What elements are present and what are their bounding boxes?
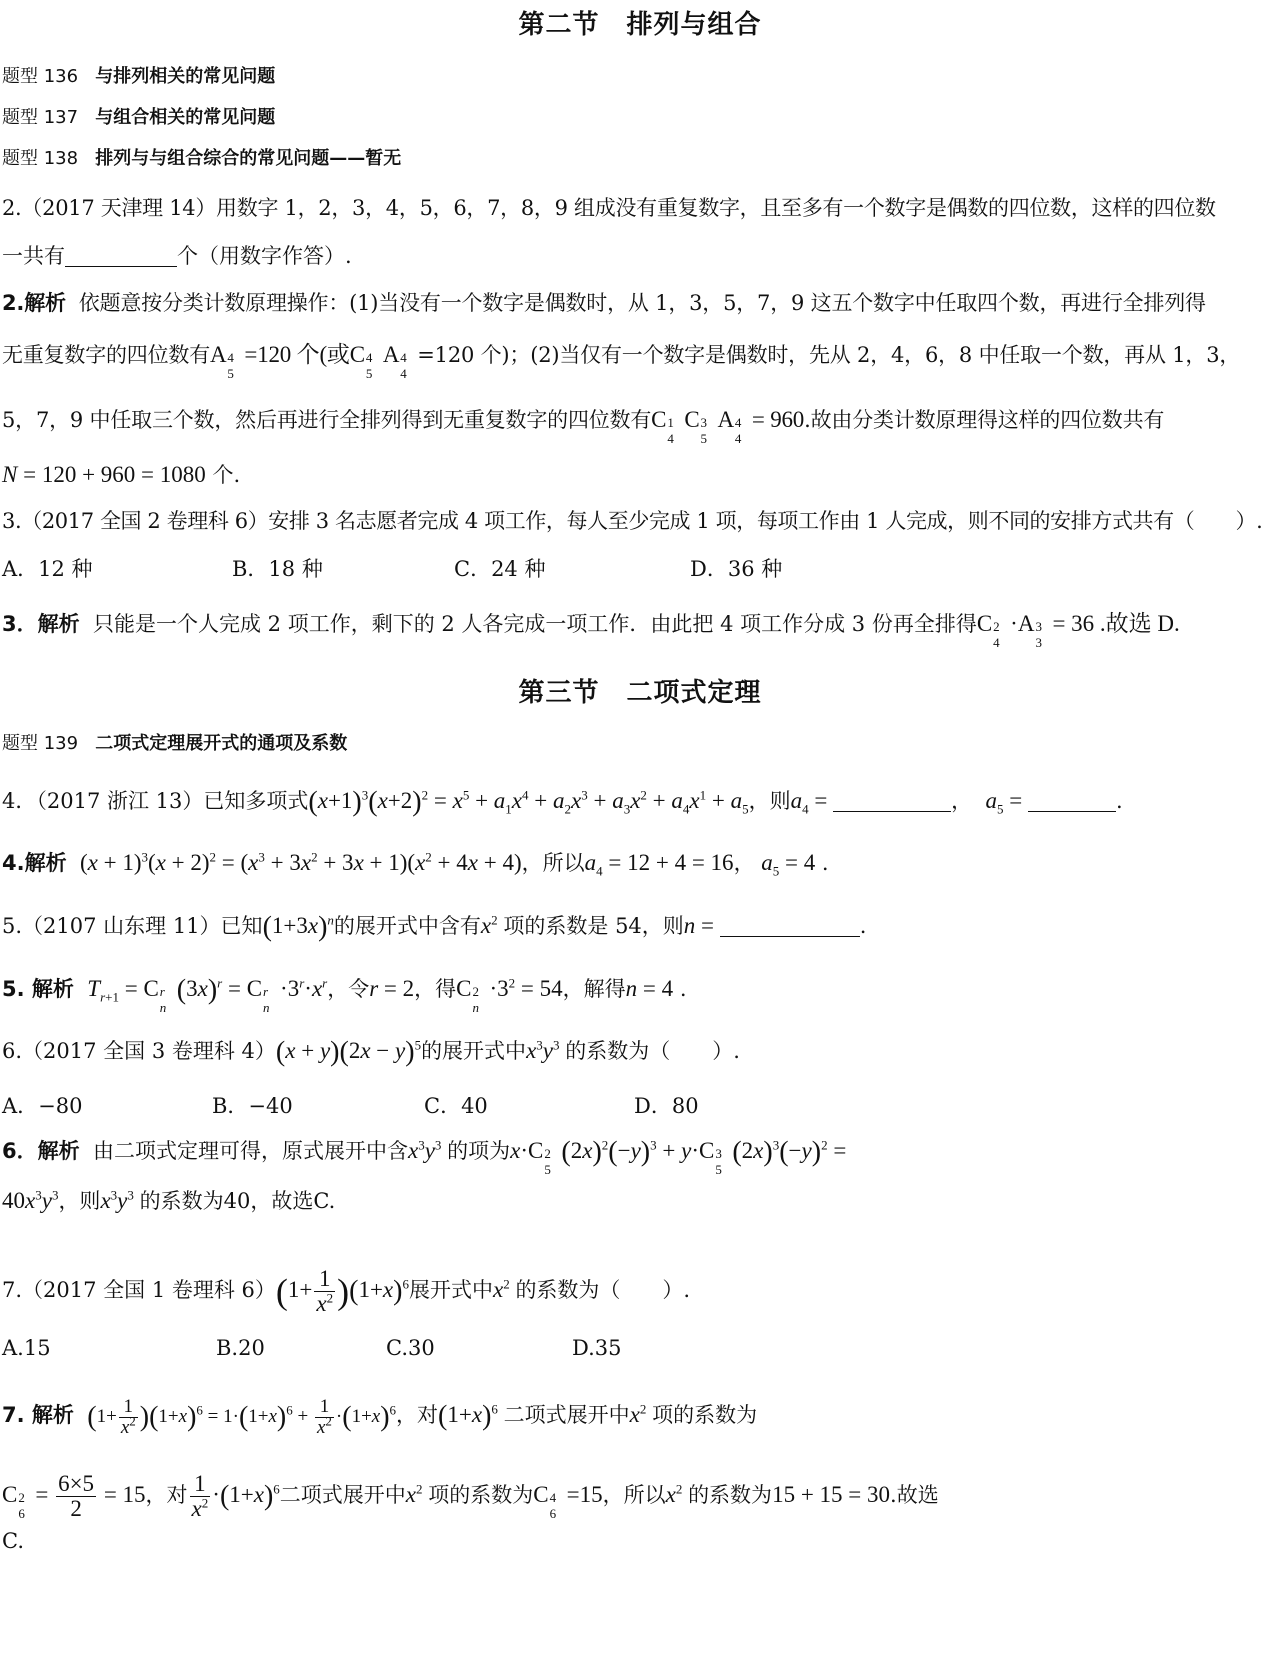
option-d[interactable]: D．36 种 [690, 557, 783, 581]
formula: $T_{r+1} = C$ r n $(3x)^r = C$ r n $\cdot 3^r\cdot x^r$ [87, 974, 328, 1015]
answer-blank-a4 [833, 789, 951, 812]
solution-label: 4.解析 [2, 851, 67, 875]
question-3-options [2, 554, 1002, 584]
formula: (1+ $\frac{1}{x^2}$ )$(1+x)^6$ [275, 1266, 409, 1317]
formula: $(x+1)^3(x+2)^2 = x^5 + a_1x^4 + a_2x^3 + a_3x^2 + a_4x^1 + a_5$ [308, 786, 749, 818]
question-5-stem: 5.（2107 山东理 11）已知$(1+3x)^n$的展开式中含有$x^2$ 项的系数是 54，则n = . [2, 911, 867, 943]
formula: C 4 5 A 4 4 [349, 342, 407, 381]
option-c[interactable]: C．24 种 [454, 557, 546, 581]
solution-2-line1: 2.解析 依题意按分类计数原理操作：(1)当没有一个数字是偶数时，从 1，3，5，7，9 这五个数字中任取四个数，再进行全排列得 [2, 291, 1206, 315]
formula: (1+ $\frac{1}{x^2}$ )$(1+x)^6 = 1\cdot(1+x)^6$ + $\frac{1}{x^2}$ $\cdot(1+x)^6$ [87, 1396, 397, 1439]
question-7-stem: 7.（2017 全国 1 卷理科 6）(1+ $\frac{1}{x^2}$ )$(1+x)^6$展开式中$x^2$ 的系数为（ ）. [2, 1266, 691, 1317]
solution-2-line3: 5，7，9 中任取三个数，然后再进行全排列得到无重复数字的四位数有C 1 4 C 3 5 A 4 4 = 960.故由分类计数原理得这样的四位数共有 [2, 407, 1165, 446]
topic-138 [2, 144, 1272, 174]
question-3-stem: 3.（2017 全国 2 卷理科 6）安排 3 名志愿者完成 4 项工作，每人至少完成 1 项，每项工作由 1 人完成，则不同的安排方式共有（ ）. [2, 509, 1263, 533]
solution-7-line1: 7. 解析 (1+ $\frac{1}{x^2}$ )$(1+x)^6 = 1\cdot(1+x)^6$ + $\frac{1}{x^2}$ $\cdot(1+x)^6$，对$(1+x)^6$ 二项式展开中$x^2$ 项的系数为 [2, 1396, 758, 1439]
topic-139 [2, 729, 1272, 759]
section-title-binomial: 第三节 二项式定理 [518, 678, 762, 708]
formula: $(x + 1)^3(x + 2)^2 = (x^3 + 3x^2 + 3x + 1)(x^2 + 4x + 4)$ [79, 849, 522, 875]
solution-3: 3．解析 只能是一个人完成 2 项工作，剩下的 2 人各完成一项工作．由此把 4 项工作分成 3 份再全排得C 2 4 ·A 3 3 = 36 .故选 D. [2, 611, 1180, 650]
solution-5: 5. 解析 $T_{r+1} = C$ r n $(3x)^r = C$ r n $\cdot 3^r\cdot x^r$，令r = 2，得C 2 n $\cdot 3^2 = 54$，解得n = 4 . [2, 974, 687, 1015]
question-6-options [2, 1091, 1002, 1121]
question-2-line2: 一共有 个（用数字作答）. [2, 244, 352, 268]
formula: C 1 4 C 3 5 A 4 4 [651, 407, 742, 446]
solution-7-line3: C. [2, 1529, 24, 1553]
option-a[interactable]: A．12 种 [2, 557, 93, 581]
formula: A 4 5 [210, 342, 234, 381]
topic-text: 与组合相关的常见问题 [95, 107, 276, 128]
topic-number: 题型 138 [2, 148, 79, 169]
solution-label: 6．解析 [2, 1139, 80, 1163]
question-7-options [2, 1333, 1002, 1363]
solution-6-line1: 6．解析 由二项式定理可得，原式展开中含$x^3y^3$ 的项为x·C 2 5 $(2x)^2(-y)^3 + y\cdot C$ 3 5 $(2x)^3(-y)^2$ = [2, 1136, 847, 1177]
solution-label: 7. 解析 [2, 1403, 74, 1427]
solution-2-line2: 无重复数字的四位数有A 4 5 =120 个(或C 4 5 A 4 4 =120 个)；(2)当仅有一个数字是偶数时，先从 2，4，6，8 中任取一个数，再从 1，3， [2, 342, 1241, 381]
solution-4: 4.解析 $(x + 1)^3(x + 2)^2 = (x^3 + 3x^2 + 3x + 1)(x^2 + 4x + 4)$，所以$a_4 = 12 + 4 = 16$， $a_5 = 4$ . [2, 849, 829, 879]
option-d[interactable]: D.35 [572, 1336, 622, 1360]
formula: x·C 2 5 $(2x)^2(-y)^3 + y\cdot C$ 3 5 $(2x)^3(-y)^2$ = [510, 1136, 847, 1177]
option-b[interactable]: B．18 种 [232, 557, 323, 581]
topic-137 [2, 103, 1272, 133]
topic-text: 排列与与组合综合的常见问题——暂无 [95, 148, 402, 169]
topic-number: 题型 139 [2, 733, 79, 754]
option-a[interactable]: A.15 [2, 1336, 51, 1360]
formula: C 2 4 ·A 3 3 [976, 611, 1042, 650]
question-2-line1: 2.（2017 天津理 14）用数字 1，2，3，4，5，6，7，8，9 组成没有重复数字，且至多有一个数字是偶数的四位数，这样的四位数 [2, 196, 1216, 220]
formula: $(1+3x)^n$ [262, 911, 334, 943]
option-c[interactable]: C．40 [424, 1094, 488, 1118]
option-a[interactable]: A．−80 [2, 1094, 83, 1118]
topic-text: 二项式定理展开式的通项及系数 [95, 733, 348, 754]
formula: C 2 6 = $\frac{6\times 5}{2}$ = 15 [2, 1471, 146, 1522]
topic-136 [2, 62, 1272, 92]
solution-2-line4: N = 120 + 960 = 1080 个. [2, 462, 241, 487]
option-c[interactable]: C.30 [386, 1336, 435, 1360]
solution-label: 5. 解析 [2, 977, 74, 1001]
question-4-stem: 4．（2017 浙江 13）已知多项式$(x+1)^3(x+2)^2 = x^5 + a_1x^4 + a_2x^3 + a_3x^2 + a_4x^1 + a_5$，则$a_4$ = ， $a_5$ = . [2, 786, 1123, 818]
option-b[interactable]: B．−40 [212, 1094, 293, 1118]
solution-label: 3．解析 [2, 612, 80, 636]
answer-blank-a5 [1028, 789, 1116, 812]
topic-number: 题型 137 [2, 107, 79, 128]
formula: $(x + y)(2x - y)^5$ [275, 1036, 422, 1068]
solution-6-line2: $40x^3y^3$，则$x^3y^3$ 的系数为40，故选C. [2, 1187, 336, 1213]
answer-blank [720, 914, 860, 937]
answer-blank [65, 244, 177, 267]
solution-label: 2.解析 [2, 291, 66, 315]
question-6-stem: 6.（2017 全国 3 卷理科 $4)(x + y)(2x - y)^5$的展开式中$x^3y^3$ 的系数为（ ）. [2, 1036, 740, 1068]
topic-text: 与排列相关的常见问题 [95, 66, 276, 87]
topic-number: 题型 136 [2, 66, 79, 87]
option-d[interactable]: D．80 [634, 1094, 699, 1118]
solution-7-line2: C 2 6 = $\frac{6\times 5}{2}$ = 15，对 $\frac{1}{x^2}$ $\cdot(1+x)^6$二项式展开中$x^2$ 项的系数为C 4 6 =15，所以$x^2$ 的系数为15 + 15 = 30.故选 [2, 1471, 939, 1522]
section-title-permutations: 第二节 排列与组合 [518, 10, 762, 40]
option-b[interactable]: B.20 [216, 1336, 265, 1360]
